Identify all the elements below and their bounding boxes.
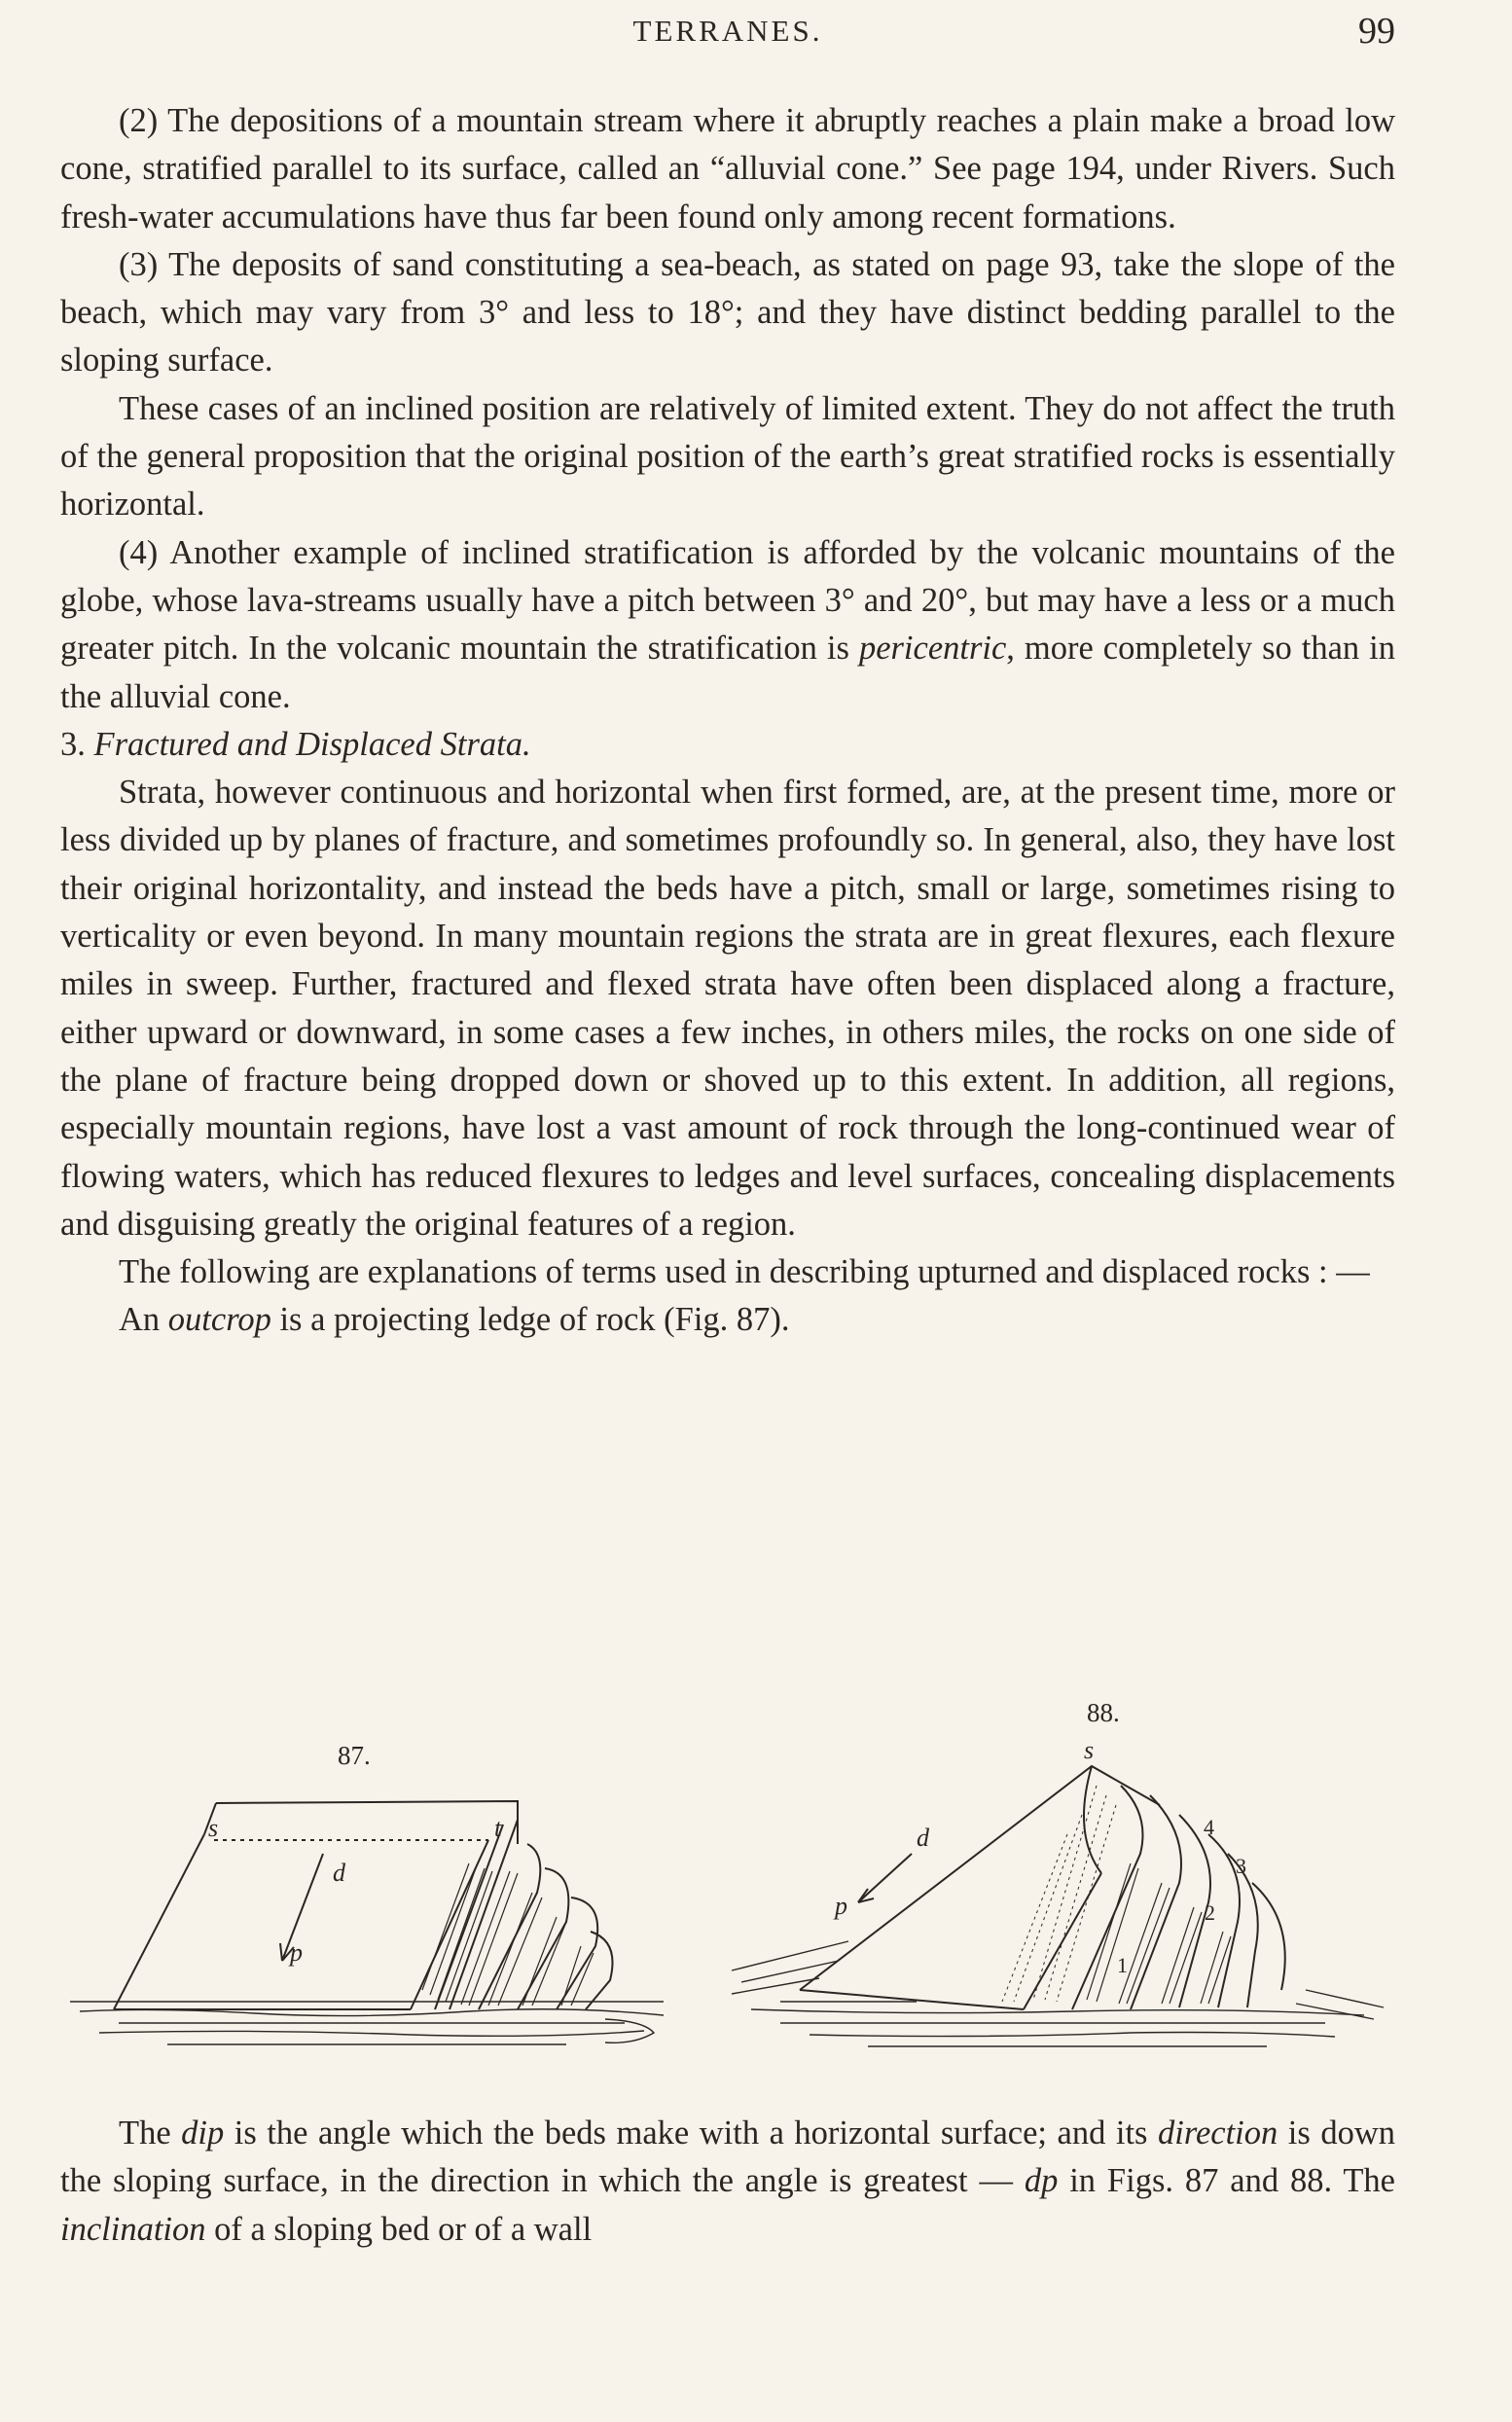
- figure-88-drawing: [722, 1698, 1395, 2087]
- paragraph-p-following: [60, 1248, 1395, 1296]
- text-run: Strata, however continuous and horizontal when first formed, are, at the present time, more or less divided up by planes of fracture, and sometimes profoundly so. In general, also, they have lost their original horizontality, and instead the beds have a pitch, small or large, sometimes rising to verticality or even beyond. In many mountain regions the strata are in great flexures, each flexure miles in sweep. Further, fractured and flexed strata have often been displaced along a fracture, either upward or downward, in some cases a few inches, in others miles, the rocks on one side of the plane of fracture being dropped down or shoved up to this extent. In addition, all regions, especially mountain regions, have lost a vast amount of rock through the long-continued wear of flowing waters, which has reduced flexures to ledges and level surfaces, concealing displacements and disguising greatly the original features of a region.: [60, 774, 1395, 1243]
- paragraph-p-cases: [60, 385, 1395, 529]
- section-title: Fractured and Displaced Strata.: [93, 725, 531, 763]
- figure-88-bed-4: 4: [1204, 1815, 1214, 1839]
- text-run: The: [119, 2115, 182, 2151]
- text-run: in Figs. 87 and 88. The: [1058, 2162, 1395, 2200]
- paragraphs-closing: [60, 2110, 1395, 2254]
- text-run: An: [119, 1301, 168, 1339]
- paragraph-p-dip: [60, 2110, 1395, 2254]
- figure-87-letter-d: d: [333, 1859, 345, 1887]
- text-run: is down the sloping surface, in the direction in which the angle is greatest —: [60, 2115, 1395, 2200]
- figures-row: [60, 1698, 1395, 2087]
- figure-88-bed-1: 1: [1117, 1953, 1128, 1977]
- text-run: The following are explanations of terms used in describing upturned and displaced rocks : —: [119, 1253, 1370, 1291]
- figure-87: [60, 1698, 683, 2087]
- italic-term: dp: [1024, 2162, 1059, 2200]
- figure-88-letter-d: d: [917, 1824, 929, 1852]
- text-run: of a sloping bed or of a wall: [205, 2210, 593, 2248]
- paragraph-p3: [60, 241, 1395, 385]
- paragraph-p-strata: [60, 769, 1395, 1248]
- text-run: (4) Another example of inclined stratification is afforded by the volcanic mountains of the globe, whose lava-streams usually have a pitch between 3° and 20°, but may have a less or a much greater pitch. In the volcanic mountain the stratification is: [60, 533, 1395, 668]
- paragraph-p-outcrop: [60, 1296, 1395, 1344]
- section-number: 3.: [60, 725, 86, 763]
- figure-87-drawing: [60, 1698, 683, 2087]
- italic-term: direction: [1157, 2115, 1278, 2151]
- running-head: TERRANES.: [632, 14, 823, 48]
- paragraphs-section: [60, 769, 1395, 1345]
- section-heading: [60, 721, 1395, 769]
- page-header: [60, 11, 1395, 56]
- figure-87-letter-s: s: [208, 1814, 219, 1842]
- italic-term: pericentric: [858, 630, 1007, 668]
- figure-88-label: 88.: [1087, 1698, 1120, 1727]
- figure-87-letter-p: p: [290, 1938, 303, 1967]
- figure-88: [722, 1698, 1395, 2087]
- paragraphs-top: [60, 97, 1395, 721]
- italic-term: inclination: [60, 2210, 206, 2248]
- figure-88-letter-s: s: [1084, 1736, 1095, 1764]
- body-text: [60, 97, 1395, 1345]
- text-run: (2) The depositions of a mountain stream where it abruptly reaches a plain make a broad low cone, stratified parallel to its surface, called an “alluvial cone.” See page 194, under Rivers. Such fresh-water accumulations have thus far been found only among recent formations.: [60, 102, 1395, 235]
- text-run: These cases of an inclined position are relatively of limited extent. They do not affect the truth of the general proposition that the original position of the earth’s great stratified rocks is essentially horizontal.: [60, 389, 1395, 524]
- figure-87-letter-t: t: [494, 1814, 502, 1842]
- paragraph-p4: [60, 529, 1395, 721]
- text-run: is a projecting ledge of rock (Fig. 87).: [270, 1301, 790, 1339]
- italic-term: dip: [181, 2115, 225, 2151]
- paragraph-p2: [60, 97, 1395, 241]
- text-run: (3) The deposits of sand constituting a sea-beach, as stated on page 93, take the slope of the beach, which may vary from 3° and less to 18°; and they have distinct bedding parallel to the sloping surface.: [60, 245, 1395, 380]
- italic-term: outcrop: [167, 1301, 271, 1339]
- figure-88-bed-2: 2: [1205, 1900, 1215, 1925]
- figure-87-label: 87.: [338, 1741, 371, 1770]
- figure-88-letter-p: p: [835, 1892, 847, 1920]
- closing-text: [60, 2110, 1395, 2254]
- figure-88-bed-3: 3: [1236, 1854, 1246, 1878]
- page-number: 99: [1358, 11, 1395, 52]
- text-run: , more completely so than in the alluvial cone.: [60, 630, 1395, 715]
- text-run: is the angle which the beds make with a horizontal surface; and its: [224, 2115, 1158, 2151]
